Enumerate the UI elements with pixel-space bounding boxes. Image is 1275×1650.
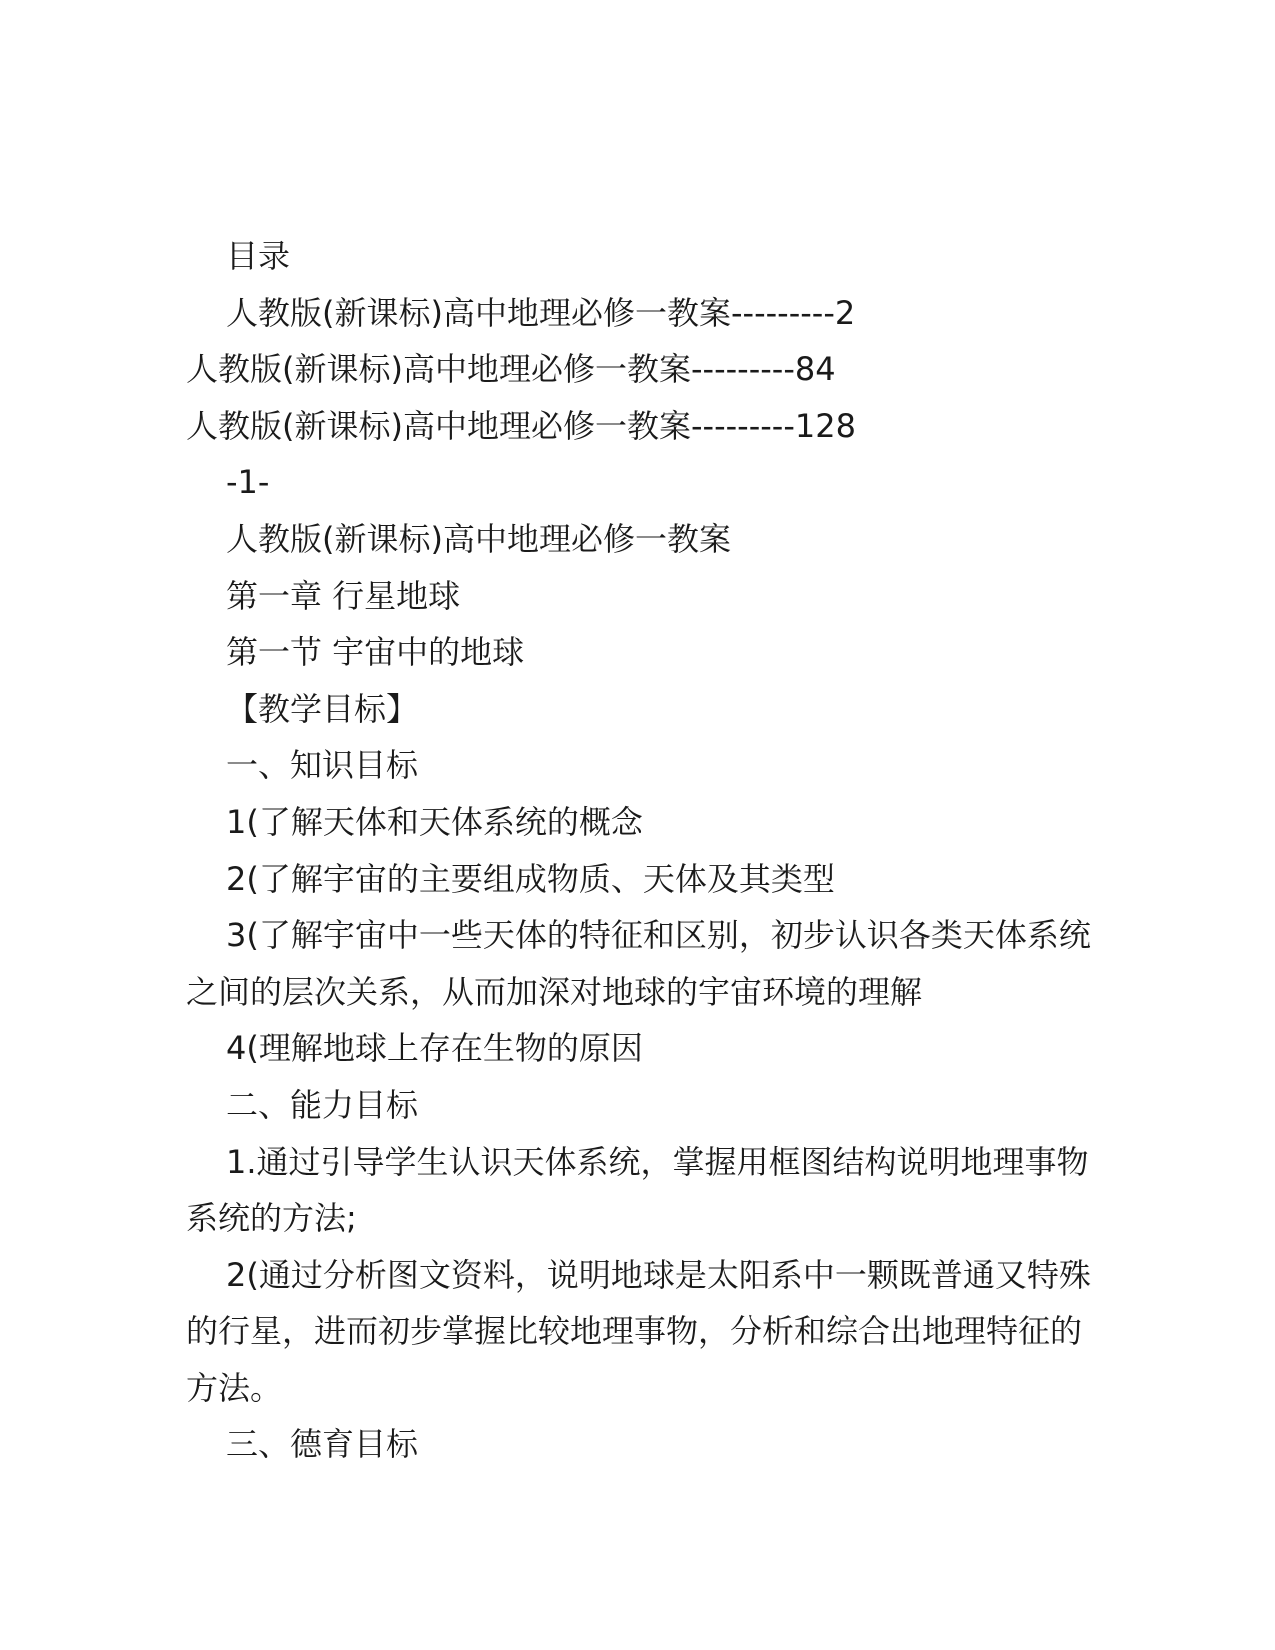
toc-entry: 人教版(新课标)高中地理必修一教案---------2 [226, 293, 856, 332]
toc-entry: 人教版(新课标)高中地理必修一教案---------128 [186, 406, 856, 445]
knowledge-item: 3(了解宇宙中一些天体的特征和区别，初步认识各类天体系统之间的层次关系，从而加深对地球的宇宙环境的理解 [186, 916, 1091, 1011]
objectives-heading: 【教学目标】 [226, 689, 419, 728]
document-title: 人教版(新课标)高中地理必修一教案 [226, 519, 731, 558]
toc-heading: 目录 [226, 237, 291, 275]
ability-item: 1.通过引导学生认识天体系统，掌握用框图结构说明地理事物系统的方法; [186, 1142, 1089, 1238]
document-page [186, 228, 1091, 1473]
knowledge-item: 4(理解地球上存在生物的原因 [226, 1029, 643, 1068]
knowledge-item: 1(了解天体和天体系统的概念 [226, 802, 643, 841]
knowledge-heading: 一、知识目标 [226, 746, 419, 785]
moral-heading: 三、德育目标 [226, 1425, 419, 1464]
page-number: -1- [226, 463, 270, 502]
ability-heading: 二、能力目标 [226, 1085, 419, 1124]
knowledge-item: 2(了解宇宙的主要组成物质、天体及其类型 [226, 859, 835, 898]
toc-entry: 人教版(新课标)高中地理必修一教案---------84 [186, 350, 836, 389]
ability-item: 2(通过分析图文资料，说明地球是太阳系中一颗既普通又特殊的行星，进而初步掌握比较地理事物，分析和综合出地理特征的方法。 [186, 1255, 1091, 1407]
section-heading: 第一节 宇宙中的地球 [226, 633, 525, 672]
chapter-heading: 第一章 行星地球 [226, 576, 461, 615]
